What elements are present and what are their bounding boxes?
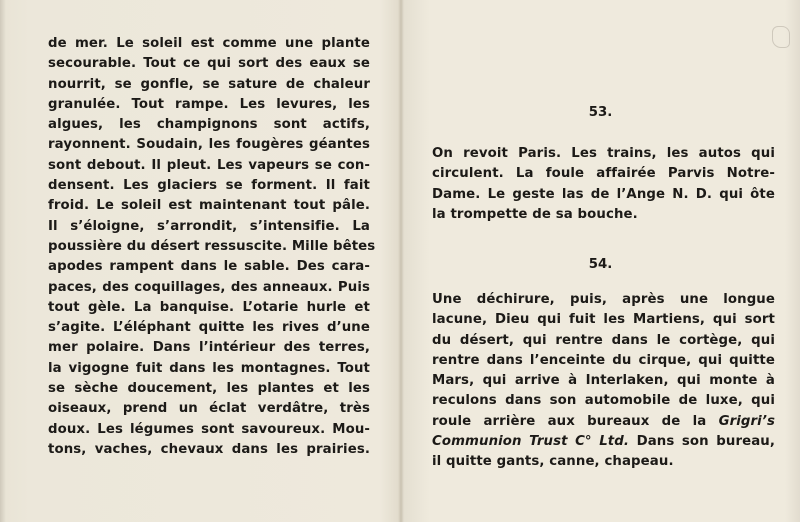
text-line (432, 412, 775, 432)
text-fragment: Dans son bureau, (629, 434, 776, 450)
text-line: Une déchirure, puis, après une longue (432, 292, 775, 307)
right-page (401, 0, 800, 522)
text-line: tout gèle. La banquise. L’otarie hurle et (48, 299, 370, 315)
italic-company-name: Grigri’s (718, 413, 775, 429)
text-line: Mars, qui arrive à Interlaken, qui monte à (432, 373, 775, 389)
text-line: rayonnent. Soudain, les fougères géantes (48, 137, 370, 153)
text-line: oiseaux, prend un éclat verdâtre, très (48, 401, 370, 417)
section-number-54: 54. (588, 257, 613, 272)
text-line: de mer. Le soleil est comme une plante (48, 36, 370, 51)
section-number-53: 53. (588, 105, 613, 120)
text-line: tons, vaches, chevaux dans les prairies. (48, 441, 370, 457)
text-line: sont debout. Il pleut. Les vapeurs se con- (48, 157, 370, 173)
text-line: se sèche doucement, les plantes et les (48, 381, 370, 397)
text-line: il quitte gants, canne, chapeau. (432, 454, 674, 470)
text-line: paces, des coquillages, des anneaux. Puis (48, 279, 370, 295)
text-line: Il s’éloigne, s’arrondit, s’intensifie. La (48, 218, 370, 234)
text-line: froid. Le soleil est maintenant tout pâle. (48, 198, 370, 214)
text-line: On revoit Paris. Les trains, les autos qui (432, 146, 775, 161)
text-line: du désert, qui rentre dans le cortège, qui (432, 332, 775, 348)
text-line: densent. Les glaciers se forment. Il fait (48, 178, 370, 194)
text-line: mer polaire. Dans l’intérieur des terres, (48, 340, 370, 356)
text-line: granulée. Tout rampe. Les levures, les (48, 96, 370, 112)
pencil-mark-icon (772, 26, 790, 48)
italic-company-name: Communion Trust C° Ltd. (432, 434, 630, 450)
text-line: algues, les champignons sont actifs, (48, 117, 370, 133)
text-line: rentre dans l’enceinte du cirque, qui quitte (432, 352, 775, 368)
text-line: lacune, Dieu qui fuit les Martiens, qui sort (432, 312, 775, 328)
text-line (432, 432, 775, 452)
text-line: reculons dans son automobile de luxe, qui (432, 393, 775, 409)
text-line: la trompette de sa bouche. (432, 206, 638, 222)
text-line: circulent. La foule affairée Parvis Notre- (432, 166, 775, 182)
text-line: apodes rampent dans le sable. Des cara- (48, 259, 370, 275)
text-line: poussière du désert ressuscite. Mille bêtes (48, 238, 376, 254)
text-fragment: roule arrière aux bureaux de la (432, 413, 707, 429)
section-54-text (432, 290, 775, 473)
text-line: la vigogne fuit dans les montagnes. Tout (48, 360, 370, 376)
text-line: s’agite. L’éléphant quitte les rives d’une (48, 320, 370, 336)
section-53-text (432, 144, 775, 225)
text-line: Dame. Le geste las de l’Ange N. D. qui ôte (432, 186, 775, 202)
text-line: doux. Les légumes sont savoureux. Mou- (48, 421, 370, 437)
text-line: secourable. Tout ce qui sort des eaux se (48, 56, 370, 72)
left-page-text (48, 34, 376, 460)
text-line: nourrit, se gonfle, se sature de chaleur (48, 76, 370, 92)
